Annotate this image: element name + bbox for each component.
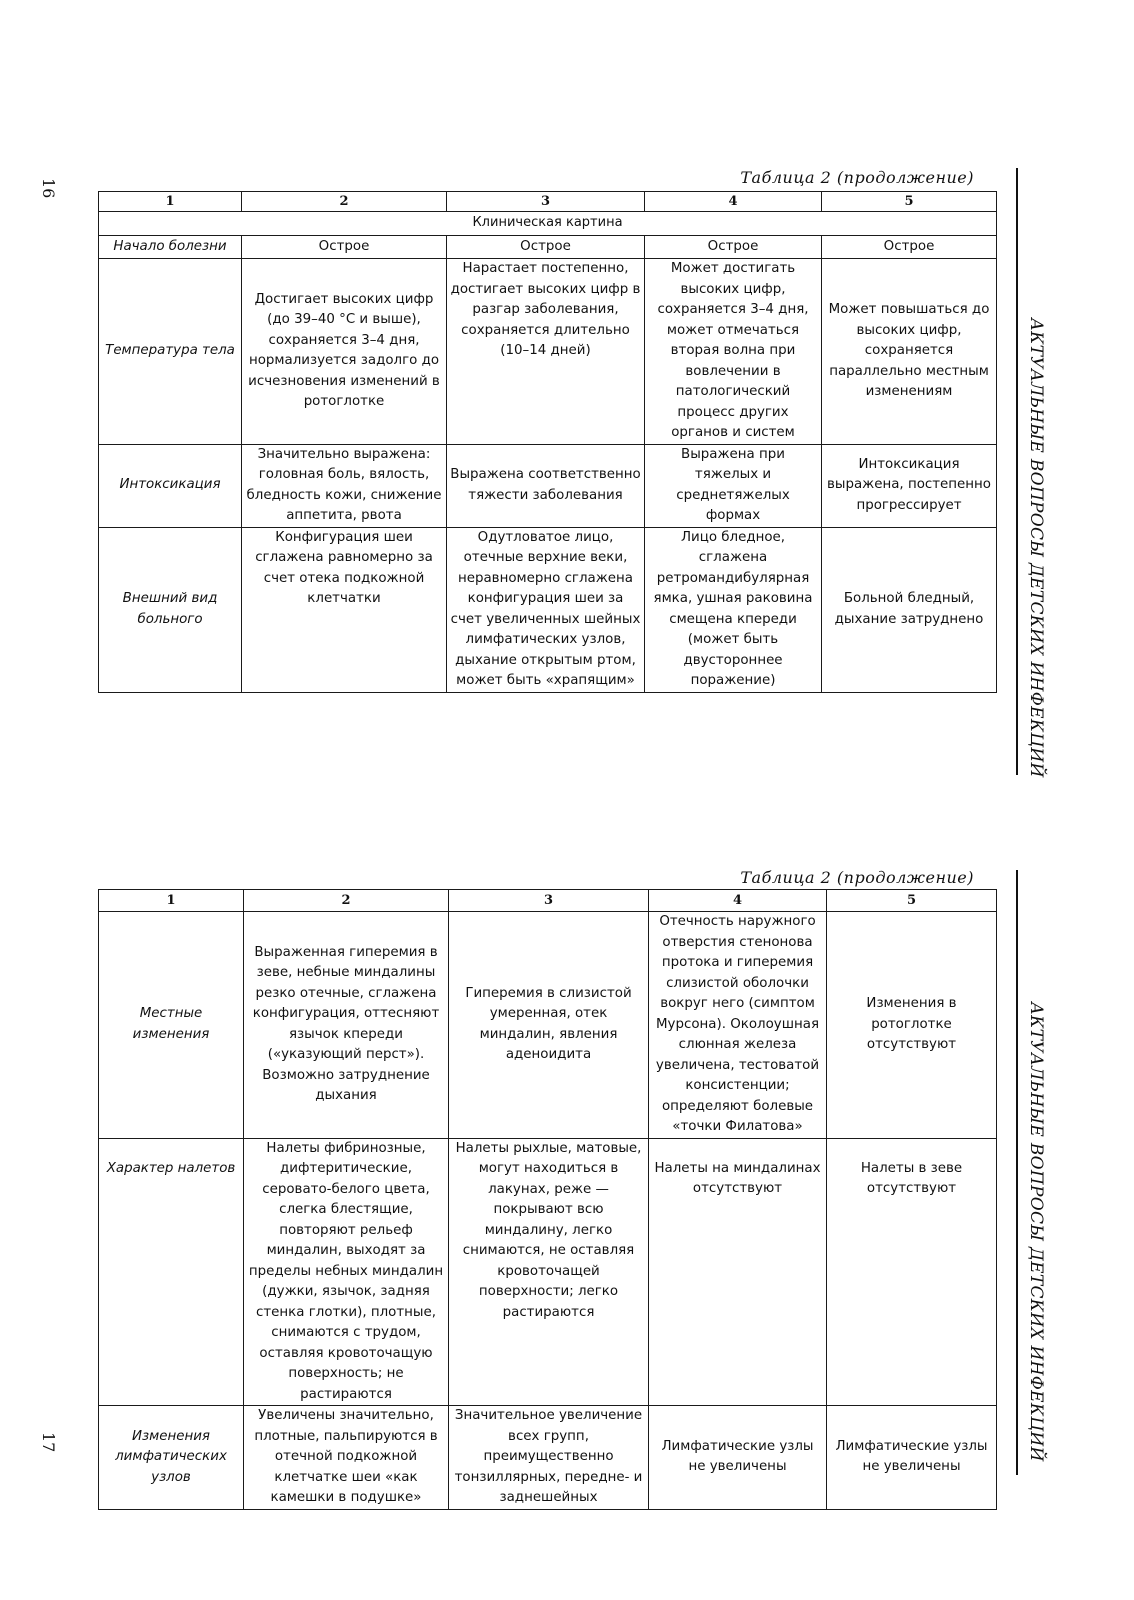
table-caption-bottom: Таблица 2 (продолжение) <box>740 868 974 887</box>
table-header-row <box>99 890 997 912</box>
table-row <box>99 1138 997 1406</box>
table-header-row <box>99 192 997 212</box>
table-cell: Значительно выражена: головная боль, вялость, бледность кожи, снижение аппетита, рвота <box>242 444 447 527</box>
running-header: АКТУАЛЬНЫЕ ВОПРОСЫ ДЕТСКИХ ИНФЕКЦИЙ <box>1026 318 1046 778</box>
table-cell: Лицо бледное, сглажена ретромандибулярная ямка, ушная раковина смещена кпереди (может быть двустороннее поражение) <box>645 527 822 692</box>
table-cell: Налеты рыхлые, матовые, могут находиться в лакунах, реже — покрывают всю миндалину, легко снимаются, не оставляя кровоточащей поверхности; легко растираются <box>449 1138 649 1406</box>
table-row <box>99 444 997 527</box>
table-cell: Лимфатические узлы не увеличены <box>649 1406 827 1510</box>
column-number: 1 <box>99 192 242 212</box>
table-cell: Больной бледный, дыхание затруднено <box>822 527 997 692</box>
table-cell: Увеличены значительно, плотные, пальпируются в отечной подкожной клетчатке шеи «как камешки в подушке» <box>244 1406 449 1510</box>
column-number: 2 <box>242 192 447 212</box>
table-cell: Конфигурация шеи сглажена равномерно за счет отека подкожной клетчатки <box>242 527 447 692</box>
table-cell: Налеты фибринозные, дифтеритические, серовато-белого цвета, слегка блестящие, повторяют рельеф миндалин, выходят за пределы небных миндалин (дужки, язычок, задняя стенка глотки), плотные, снимаются с трудом, оставляя кровоточащую поверхность; не растираются <box>244 1138 449 1406</box>
section-row <box>99 212 997 236</box>
table-row <box>99 259 997 445</box>
column-number: 1 <box>99 890 244 912</box>
table-cell: Острое <box>645 236 822 259</box>
page-number-top: 16 <box>39 178 58 199</box>
row-label: Изменения лимфатических узлов <box>99 1406 244 1510</box>
table-cell: Одутловатое лицо, отечные верхние веки, неравномерно сглажена конфигурация шеи за счет увеличенных шейных лимфатических узлов, дыхание открытым ртом, может быть «храпящим» <box>447 527 645 692</box>
page-edge-rule <box>1016 168 1018 775</box>
table-cell: Нарастает постепенно, достигает высоких цифр в разгар заболевания, сохраняется длительно (10–14 дней) <box>447 259 645 445</box>
row-label: Внешний вид больного <box>99 527 242 692</box>
column-number: 3 <box>449 890 649 912</box>
table-cell: Выраженная гиперемия в зеве, небные миндалины резко отечные, сглажена конфигурация, оттесняют язычок кпереди («указующий перст»). Возможно затруднение дыхания <box>244 912 449 1139</box>
clinical-table-top <box>98 191 997 693</box>
table-cell: Отечность наружного отверстия стенонова протока и гиперемия слизистой оболочки вокруг него (симптом Мурсона). Околоушная слюнная железа увеличена, тестоватой консистенции; определяют болевые «точки Филатова» <box>649 912 827 1139</box>
table-cell: Может повышаться до высоких цифр, сохраняется параллельно местным изменениям <box>822 259 997 445</box>
table-cell: Налеты в зеве отсутствуют <box>827 1138 997 1406</box>
row-label: Интоксикация <box>99 444 242 527</box>
row-label: Характер налетов <box>99 1138 244 1406</box>
table-cell: Выражена при тяжелых и среднетяжелых формах <box>645 444 822 527</box>
table-row <box>99 236 997 259</box>
table-row <box>99 527 997 692</box>
table-cell: Налеты на миндалинах отсутствуют <box>649 1138 827 1406</box>
table-cell: Значительное увеличение всех групп, преимущественно тонзиллярных, передне- и заднешейных <box>449 1406 649 1510</box>
table-cell: Достигает высоких цифр (до 39–40 °С и выше), сохраняется 3–4 дня, нормализуется задолго до исчезновения изменений в ротоглотке <box>242 259 447 445</box>
table-row <box>99 912 997 1139</box>
table-cell: Может достигать высоких цифр, сохраняется 3–4 дня, может отмечаться вторая волна при вовлечении в патологический процесс других органов и систем <box>645 259 822 445</box>
table-caption-top: Таблица 2 (продолжение) <box>740 168 974 187</box>
clinical-table-bottom <box>98 889 997 1510</box>
table-cell: Острое <box>242 236 447 259</box>
table-cell: Изменения в ротоглотке отсутствуют <box>827 912 997 1139</box>
table-row <box>99 1406 997 1510</box>
column-number: 4 <box>649 890 827 912</box>
column-number: 4 <box>645 192 822 212</box>
table-cell: Острое <box>822 236 997 259</box>
row-label: Местные изменения <box>99 912 244 1139</box>
table-cell: Интоксикация выражена, постепенно прогрессирует <box>822 444 997 527</box>
page-number-bottom: 17 <box>39 1432 58 1453</box>
column-number: 3 <box>447 192 645 212</box>
column-number: 5 <box>827 890 997 912</box>
table-cell: Лимфатические узлы не увеличены <box>827 1406 997 1510</box>
section-title: Клиническая картина <box>99 212 997 236</box>
column-number: 2 <box>244 890 449 912</box>
table-cell: Гиперемия в слизистой умеренная, отек миндалин, явления аденоидита <box>449 912 649 1139</box>
row-label: Начало болезни <box>99 236 242 259</box>
running-header: АКТУАЛЬНЫЕ ВОПРОСЫ ДЕТСКИХ ИНФЕКЦИЙ <box>1026 1002 1046 1462</box>
row-label: Температура тела <box>99 259 242 445</box>
page-edge-rule <box>1016 870 1018 1475</box>
column-number: 5 <box>822 192 997 212</box>
table-cell: Острое <box>447 236 645 259</box>
table-cell: Выражена соответственно тяжести заболевания <box>447 444 645 527</box>
